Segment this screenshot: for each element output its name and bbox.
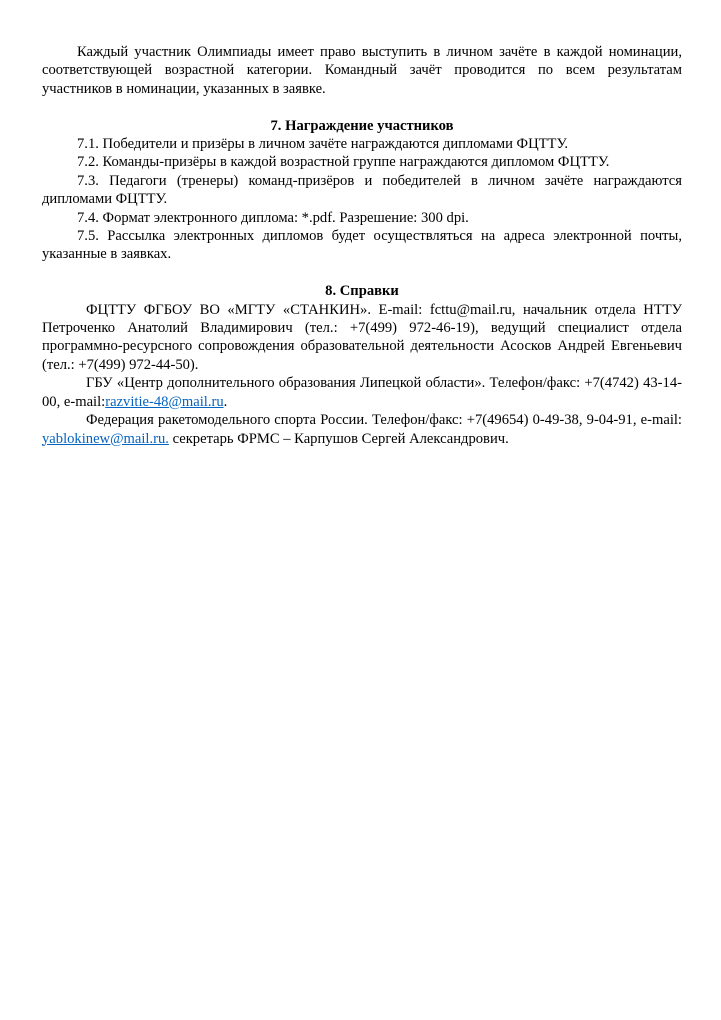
contact-paragraph-frms [42,411,682,448]
contact-paragraph-gbu [42,374,682,411]
section-7-heading: 7. Награждение участников [270,117,454,134]
contact-gbu-text: ГБУ «Центр дополнительного образования Липецкой области». Телефон/факс: +7(4742) 43-14-00, e-mail: [42,375,682,410]
section-7-item-7-3: 7.3. Педагоги (тренеры) команд-призёров и победителей в личном зачёте награждаются дипломами ФЦТТУ. [42,172,682,208]
section-7-item-7-4: 7.4. Формат электронного диплома: *.pdf. Разрешение: 300 dpi. [77,209,469,226]
contact-frms-text-after: секретарь ФРМС – Карпушов Сергей Александрович. [168,430,509,447]
section-8-heading: 8. Справки [325,283,399,300]
yablokinew-email-link[interactable]: yablokinew@mail.ru. [42,430,169,447]
contact-gbu-text-after: . [223,393,228,410]
intro-paragraph: Каждый участник Олимпиады имеет право выступить в личном зачёте в каждой номинации, соответствующей возрастной категории. Командный зачёт проводится по всем результатам участников в номинации, указанных в заявке. [42,44,682,97]
contact-frms-text: Федерация ракетомодельного спорта России. Телефон/факс: +7(49654) 0-49-38, 9-04-91, e-mail: [86,412,682,429]
section-7-item-7-1: 7.1. Победители и призёры в личном зачёте награждаются дипломами ФЦТТУ. [77,136,569,153]
contact-paragraph-fcttu: ФЦТТУ ФГБОУ ВО «МГТУ «СТАНКИН». E-mail: fcttu@mail.ru, начальник отдела НТТУ Петроченко Анатолий Владимирович (тел.: +7(499) 972-46-19), ведущий специалист отдела программно-ресурсного сопровождения образовательной деятельности Асосков Андрей Евгеньевич (тел.: +7(499) 972-44-50). [42,301,682,373]
section-7-item-7-2: 7.2. Команды-призёры в каждой возрастной группе награждаются дипломом ФЦТТУ. [77,154,610,171]
section-7-item-7-5: 7.5. Рассылка электронных дипломов будет осуществляться на адреса электронной почты, указанные в заявках. [42,228,682,263]
razvitie-email-link[interactable]: razvitie-48@mail.ru [105,393,224,410]
